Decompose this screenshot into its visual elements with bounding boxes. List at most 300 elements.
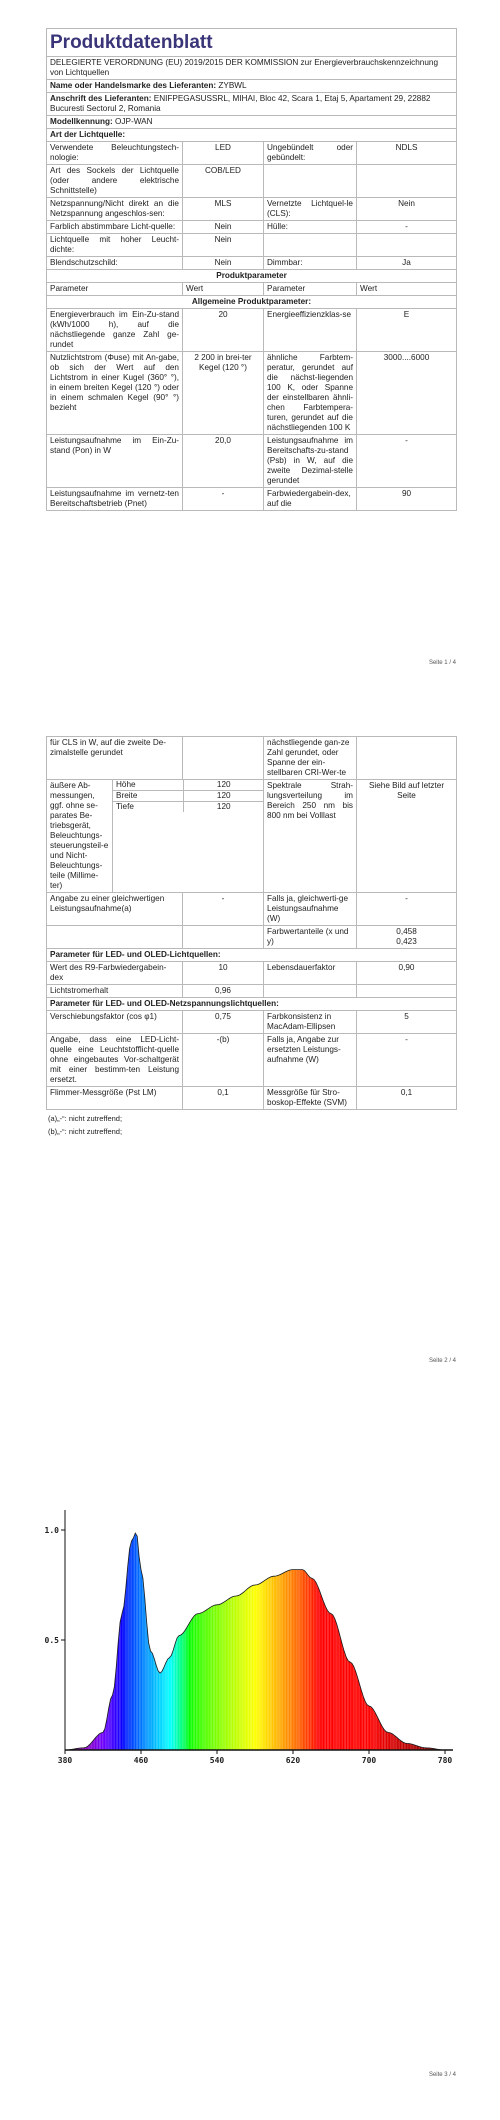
row-label: Messgröße für Stro-boskop-Effekte (SVM): [264, 1087, 357, 1110]
spectrum-band: [424, 1510, 426, 1750]
spectrum-band: [233, 1510, 235, 1750]
spectrum-chart: [40, 1490, 460, 1790]
spectrum-band: [262, 1510, 264, 1750]
spectrum-band: [125, 1510, 127, 1750]
spectrum-band: [159, 1510, 161, 1750]
table-row: [47, 234, 457, 257]
spectrum-band: [188, 1510, 190, 1750]
spectrum-band: [205, 1510, 207, 1750]
row-label: Ungebündelt oder gebündelt:: [264, 142, 357, 165]
spectrum-band: [323, 1510, 325, 1750]
row-value: 0,1: [357, 1087, 457, 1110]
column-header: Wert: [183, 283, 264, 296]
footnote-a: (a)„-“: nicht zutreffend;: [48, 1114, 123, 1123]
spectrum-band: [423, 1510, 425, 1750]
row-value: [357, 234, 457, 257]
spectrum-band: [102, 1510, 104, 1750]
spectrum-band: [208, 1510, 210, 1750]
spectrum-band: [263, 1510, 265, 1750]
row-value: -: [357, 1034, 457, 1087]
spectrum-svg: [40, 1490, 460, 1790]
spectrum-band: [85, 1510, 87, 1750]
page-footer: Seite 2 / 4: [428, 1358, 456, 1364]
row-value: Ja: [357, 257, 457, 270]
spectrum-band: [168, 1510, 170, 1750]
row-label: Falls ja, Angabe zur ersetzten Leistungs-aufnahme (W): [264, 1034, 357, 1087]
spectrum-band: [196, 1510, 198, 1750]
spectrum-band: [116, 1510, 118, 1750]
spectrum-band: [143, 1510, 145, 1750]
led-params-heading: Parameter für LED- und OLED-Lichtquellen:: [47, 949, 457, 962]
page-footer: Seite 1 / 4: [428, 660, 456, 666]
dimensions-label: äußere Ab-messungen, ggf. ohne se-parates Be-triebsgerät, Beleuchtungs-steuerungsteil-e und Nicht-Beleuchtungs-teile (Millime-ter): [47, 780, 113, 893]
spectrum-band: [400, 1510, 402, 1750]
row-value: -(b): [183, 1034, 264, 1087]
spectrum-band: [346, 1510, 348, 1750]
table-row: [47, 926, 457, 949]
spectrum-band: [270, 1510, 272, 1750]
spectrum-band: [299, 1510, 301, 1750]
row-label: Spektrale Strah-lungsverteilung im Bereich 250 nm bis 800 nm bei Volllast: [264, 780, 357, 893]
spectrum-band: [255, 1510, 257, 1750]
row-value: [357, 165, 457, 198]
supplier-address-row: [47, 93, 457, 116]
spectrum-band: [222, 1510, 224, 1750]
spectrum-band: [141, 1510, 143, 1750]
table-row: [47, 435, 457, 488]
spectrum-band: [136, 1510, 138, 1750]
spectrum-band: [94, 1510, 96, 1750]
row-value: 0,75: [183, 1011, 264, 1034]
spectrum-band: [434, 1510, 436, 1750]
spectrum-band: [252, 1510, 254, 1750]
spectrum-band: [441, 1510, 443, 1750]
spectrum-band: [383, 1510, 385, 1750]
spectrum-band: [166, 1510, 168, 1750]
dimension-value: 120: [183, 802, 264, 813]
supplier-address: ENIFPEGASUSSRL, MIHAI, Bloc 42, Scara 1, Etaj 5, Apartament 29, 22882 Bucuresti Sectorul 2, Romania: [50, 94, 431, 114]
spectrum-band: [172, 1510, 174, 1750]
spectrum-band: [304, 1510, 306, 1750]
row-value: LED: [183, 142, 264, 165]
spectrum-band: [290, 1510, 292, 1750]
row-value: NDLS: [357, 142, 457, 165]
spectrum-band: [182, 1510, 184, 1750]
spectrum-band: [250, 1510, 252, 1750]
spectrum-band: [91, 1510, 93, 1750]
spectrum-band: [189, 1510, 191, 1750]
dimension-value: 120: [183, 780, 264, 791]
spectrum-band: [327, 1510, 329, 1750]
row-label: Art des Sockels der Lichtquelle (oder andere elektrische Schnittstelle): [47, 165, 183, 198]
spectrum-band: [407, 1510, 409, 1750]
spectrum-band: [103, 1510, 105, 1750]
spectrum-band: [256, 1510, 258, 1750]
row-value: [357, 737, 457, 780]
list-item: [113, 791, 264, 802]
supplier-name-row: [47, 80, 457, 93]
table-row: [47, 309, 457, 352]
spectrum-band: [297, 1510, 299, 1750]
spectrum-band: [95, 1510, 97, 1750]
spectrum-band: [75, 1510, 77, 1750]
dimension-name: Breite: [113, 791, 183, 802]
spectrum-band: [198, 1510, 200, 1750]
spectrum-band: [76, 1510, 78, 1750]
spectrum-band: [273, 1510, 275, 1750]
row-label: Leistungsaufnahme im vernetz-ten Bereitschaftsbetrieb (Pnet): [47, 488, 183, 511]
supplier-name: ZYBWL: [218, 81, 247, 91]
spectrum-band: [242, 1510, 244, 1750]
spectrum-band: [223, 1510, 225, 1750]
spectrum-band: [286, 1510, 288, 1750]
x-tick-label: 460: [133, 1756, 149, 1765]
spectrum-band: [149, 1510, 151, 1750]
dimensions-cell: [113, 780, 264, 893]
spectrum-band: [386, 1510, 388, 1750]
spectrum-band: [274, 1510, 276, 1750]
row-value: 20,0: [183, 435, 264, 488]
spectrum-band: [243, 1510, 245, 1750]
spectrum-band: [283, 1510, 285, 1750]
spectrum-band: [232, 1510, 234, 1750]
spectrum-band: [230, 1510, 232, 1750]
table-row: [47, 221, 457, 234]
spectrum-band: [71, 1510, 73, 1750]
spectrum-band: [373, 1510, 375, 1750]
spectrum-band: [151, 1510, 153, 1750]
row-value: 2 200 in brei-ter Kegel (120 °): [183, 352, 264, 435]
spectrum-band: [226, 1510, 228, 1750]
spectrum-band: [190, 1510, 192, 1750]
equiv-label: Angabe zu einer gleichwertigen Leistungsaufnahme(a): [50, 894, 165, 913]
spectrum-band: [300, 1510, 302, 1750]
column-header: Parameter: [264, 283, 357, 296]
spectrum-band: [135, 1510, 137, 1750]
spectrum-band: [180, 1510, 182, 1750]
spectrum-band: [132, 1510, 134, 1750]
spectrum-band: [302, 1510, 304, 1750]
spectrum-band: [444, 1510, 446, 1750]
spectrum-band: [178, 1510, 180, 1750]
spectrum-band: [113, 1510, 115, 1750]
supplier-name-label: Name oder Handelsmarke des Lieferanten:: [50, 81, 217, 91]
spectrum-band: [316, 1510, 318, 1750]
chroma-y: 0,423: [396, 937, 417, 946]
spectrum-band: [225, 1510, 227, 1750]
row-label: Farblich abstimmbare Licht-quelle:: [47, 221, 183, 234]
spectrum-band: [351, 1510, 353, 1750]
spectrum-band: [219, 1510, 221, 1750]
spectrum-band: [433, 1510, 435, 1750]
spectrum-band: [438, 1510, 440, 1750]
spectrum-band: [115, 1510, 117, 1750]
spectrum-band: [206, 1510, 208, 1750]
table-row: [47, 1011, 457, 1034]
row-label: Vernetzte Lichtquel-le (CLS):: [264, 198, 357, 221]
footnote-b: (b)„-“: nicht zutreffend;: [48, 1127, 123, 1137]
spectrum-band: [334, 1510, 336, 1750]
row-label: Hülle:: [264, 221, 357, 234]
table-row: [47, 737, 457, 780]
spectrum-band: [162, 1510, 164, 1750]
spectrum-band: [294, 1510, 296, 1750]
spectrum-band: [245, 1510, 247, 1750]
row-label: ähnliche Farbtem-peratur, gerundet auf die nächst-liegenden 100 K, oder Spanne der einstellbaren ähnli-chen Farbtempera-turen, gerundet auf die nächstliegenden 100 K: [264, 352, 357, 435]
spectrum-band: [387, 1510, 389, 1750]
spectrum-band: [413, 1510, 415, 1750]
spectrum-band: [287, 1510, 289, 1750]
spectrum-band: [199, 1510, 201, 1750]
column-header: Wert: [357, 283, 457, 296]
row-value: Nein: [183, 234, 264, 257]
row-label: Farbwertanteile (x und y): [264, 926, 357, 949]
spectrum-band: [69, 1510, 71, 1750]
spectrum-band: [354, 1510, 356, 1750]
dimension-value: 120: [183, 791, 264, 802]
spectrum-band: [317, 1510, 319, 1750]
table-row: [47, 257, 457, 270]
spectrum-band: [418, 1510, 420, 1750]
spectrum-band: [96, 1510, 98, 1750]
row-value: 0,96: [183, 985, 264, 998]
spectrum-band: [128, 1510, 130, 1750]
spectrum-band: [367, 1510, 369, 1750]
spectrum-band: [341, 1510, 343, 1750]
spectrum-band: [123, 1510, 125, 1750]
spectrum-band: [403, 1510, 405, 1750]
table-row: [47, 893, 457, 926]
spectrum-band: [163, 1510, 165, 1750]
row-value: Siehe Bild auf letzter Seite: [357, 780, 457, 893]
row-value: [357, 926, 457, 949]
row-value: 10: [183, 962, 264, 985]
table-row: [47, 962, 457, 985]
row-label: Lebensdauerfaktor: [264, 962, 357, 985]
spectrum-band: [170, 1510, 172, 1750]
model-id: OJP-WAN: [115, 117, 153, 127]
dimension-name: Tiefe: [116, 802, 134, 811]
spectrum-band: [193, 1510, 195, 1750]
table-row: [47, 985, 457, 998]
spectrum-band: [156, 1510, 158, 1750]
row-value: -: [357, 221, 457, 234]
spectrum-band: [89, 1510, 91, 1750]
spectrum-band: [139, 1510, 141, 1750]
spectrum-band: [371, 1510, 373, 1750]
spectrum-band: [350, 1510, 352, 1750]
spectrum-band: [158, 1510, 160, 1750]
spectrum-band: [237, 1510, 239, 1750]
spectrum-band: [326, 1510, 328, 1750]
spectrum-band: [356, 1510, 358, 1750]
row-value: COB/LED: [183, 165, 264, 198]
datasheet-page-1: [46, 28, 456, 511]
row-label: Verschiebungsfaktor (cos φ1): [47, 1011, 183, 1034]
spectrum-band: [269, 1510, 271, 1750]
spectrum-band: [79, 1510, 81, 1750]
spectrum-band: [414, 1510, 416, 1750]
row-label: [264, 165, 357, 198]
spectrum-band: [396, 1510, 398, 1750]
spectrum-band: [313, 1510, 315, 1750]
table-row: [47, 488, 457, 511]
spectrum-band: [416, 1510, 418, 1750]
row-label: Angabe, dass eine LED-Licht-quelle eine Leuchtstofflicht-quelle ohne eingebautes Vor-schaltgerät mit einer bestimm-ten Leistung ersetzt.: [47, 1034, 183, 1087]
spectrum-band: [436, 1510, 438, 1750]
spectrum-band: [336, 1510, 338, 1750]
spectrum-band: [398, 1510, 400, 1750]
dimensions-table: [113, 780, 264, 812]
spectrum-band: [153, 1510, 155, 1750]
spectrum-band: [92, 1510, 94, 1750]
spectrum-band: [84, 1510, 86, 1750]
spectrum-band: [401, 1510, 403, 1750]
x-tick-label: 620: [285, 1756, 301, 1765]
spectrum-band: [145, 1510, 147, 1750]
row-value: 20: [183, 309, 264, 352]
row-label: Energieeffizienzklas-se: [264, 309, 357, 352]
spectrum-band: [209, 1510, 211, 1750]
spectrum-band: [253, 1510, 255, 1750]
row-label: Wert des R9-Farbwiedergabein-dex: [47, 962, 183, 985]
spectrum-band: [99, 1510, 101, 1750]
table-row: [47, 198, 457, 221]
row-value: -: [183, 893, 264, 926]
spectrum-band: [277, 1510, 279, 1750]
spectrum-band: [200, 1510, 202, 1750]
spectrum-band: [247, 1510, 249, 1750]
spectrum-band: [111, 1510, 113, 1750]
spectrum-band: [173, 1510, 175, 1750]
chroma-x: 0,458: [396, 927, 417, 936]
spectrum-band: [98, 1510, 100, 1750]
spectrum-band: [133, 1510, 135, 1750]
y-tick-label: 0.5: [44, 1636, 59, 1645]
spectrum-band: [394, 1510, 396, 1750]
spectrum-band: [397, 1510, 399, 1750]
spectrum-band: [431, 1510, 433, 1750]
column-header-row: [47, 283, 457, 296]
spectrum-band: [360, 1510, 362, 1750]
spectrum-band: [88, 1510, 90, 1750]
row-label: Energieverbrauch im Ein-Zu-stand (kWh/1000 h), auf die nächstliegende ganze Zahl ge-rundet: [47, 309, 183, 352]
spectrum-band: [420, 1510, 422, 1750]
spectrum-band: [246, 1510, 248, 1750]
page-1: [0, 0, 500, 680]
spectrum-band: [183, 1510, 185, 1750]
row-label: Falls ja, gleichwerti-ge Leistungsaufnahme (W): [264, 893, 357, 926]
row-label: Leistungsaufnahme im Bereitschafts-zu-stand (Psb) in W, auf die zweite Dezimal-stelle gerundet: [264, 435, 357, 488]
spectrum-band: [443, 1510, 445, 1750]
spectrum-band: [202, 1510, 204, 1750]
spectrum-band: [229, 1510, 231, 1750]
spectrum-band: [122, 1510, 124, 1750]
spectrum-band: [349, 1510, 351, 1750]
datasheet-page-2: [46, 736, 456, 1137]
spectrum-band: [310, 1510, 312, 1750]
row-value: -: [357, 435, 457, 488]
spectrum-band: [265, 1510, 267, 1750]
spectrum-band: [259, 1510, 261, 1750]
row-label: Lichtstromerhalt: [47, 985, 183, 998]
row-label: Netzspannung/Nicht direkt an die Netzspannung angeschlos-sen:: [47, 198, 183, 221]
spectrum-band: [81, 1510, 83, 1750]
spectrum-band: [112, 1510, 114, 1750]
row-value: [183, 737, 264, 780]
spectrum-band: [303, 1510, 305, 1750]
row-label: Leistungsaufnahme im Ein-Zu-stand (Pon) in W: [47, 435, 183, 488]
spectrum-band: [319, 1510, 321, 1750]
spectrum-band: [406, 1510, 408, 1750]
spectrum-band: [293, 1510, 295, 1750]
row-label: für CLS in W, auf die zweite De-zimalstelle gerundet: [47, 737, 183, 780]
spectrum-band: [333, 1510, 335, 1750]
spectrum-band: [213, 1510, 215, 1750]
spectrum-band: [121, 1510, 123, 1750]
spectrum-band: [359, 1510, 361, 1750]
spectrum-band: [377, 1510, 379, 1750]
row-value: 3000....6000: [357, 352, 457, 435]
spectrum-band: [370, 1510, 372, 1750]
spectrum-band: [169, 1510, 171, 1750]
spectrum-band: [340, 1510, 342, 1750]
product-params-heading: Produktparameter: [47, 270, 457, 283]
spectrum-band: [430, 1510, 432, 1750]
mains-params-heading: Parameter für LED- und OLED-Netzspannungslichtquellen:: [47, 998, 457, 1011]
spectrum-band: [267, 1510, 269, 1750]
spectrum-band: [272, 1510, 274, 1750]
spectrum-band: [404, 1510, 406, 1750]
spectrum-band: [289, 1510, 291, 1750]
spectrum-band: [408, 1510, 410, 1750]
spectrum-band: [220, 1510, 222, 1750]
spectrum-band: [388, 1510, 390, 1750]
row-value: [183, 926, 264, 949]
row-value: 0,90: [357, 962, 457, 985]
spectrum-band: [357, 1510, 359, 1750]
row-label: Blendschutzschild:: [47, 257, 183, 270]
row-label: nächstliegende gan-ze Zahl gerundet, oder Spanne der ein-stellbaren CRI-Wer-te: [264, 737, 357, 780]
spectrum-band: [381, 1510, 383, 1750]
spectrum-band: [380, 1510, 382, 1750]
row-label: [264, 234, 357, 257]
light-type-heading: Art der Lichtquelle:: [47, 129, 457, 142]
spectrum-band: [427, 1510, 429, 1750]
spectrum-band: [192, 1510, 194, 1750]
spectrum-band: [411, 1510, 413, 1750]
spectrum-band: [344, 1510, 346, 1750]
spectrum-band: [195, 1510, 197, 1750]
spectrum-band: [109, 1510, 111, 1750]
spectrum-band: [292, 1510, 294, 1750]
row-label: Dimmbar:: [264, 257, 357, 270]
list-item: [113, 780, 264, 791]
model-row: [47, 116, 457, 129]
spectrum-band: [417, 1510, 419, 1750]
row-label: [47, 926, 183, 949]
spectrum-band: [369, 1510, 371, 1750]
spectrum-band: [331, 1510, 333, 1750]
spectrum-band: [393, 1510, 395, 1750]
spectrum-band: [217, 1510, 219, 1750]
spectrum-band: [86, 1510, 88, 1750]
spectrum-band: [227, 1510, 229, 1750]
spectrum-band: [324, 1510, 326, 1750]
spectrum-band: [235, 1510, 237, 1750]
spectrum-fill: [65, 1510, 446, 1750]
row-value: -: [357, 893, 457, 926]
